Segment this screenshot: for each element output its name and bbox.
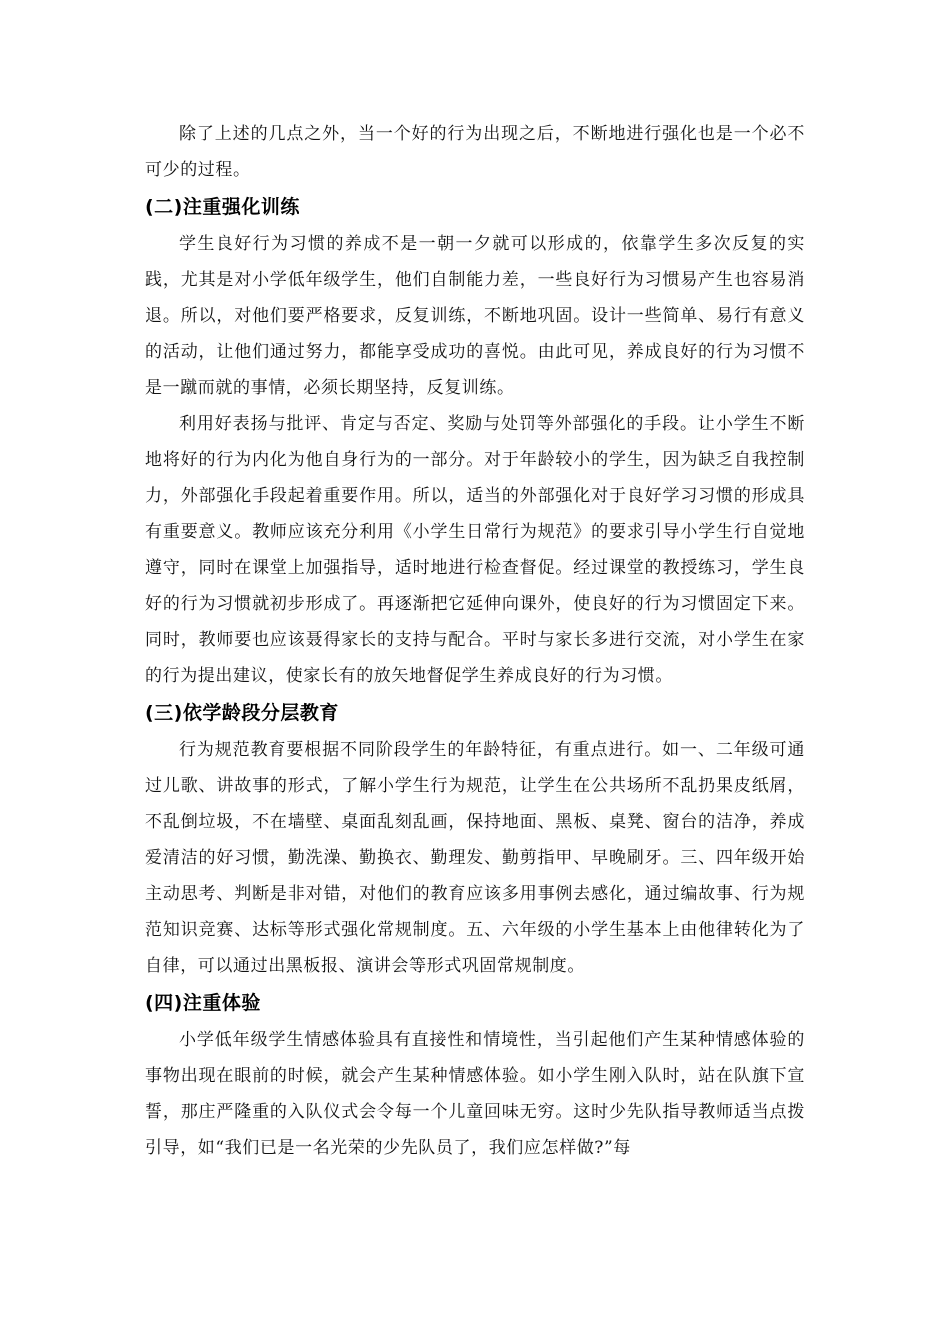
section-heading-2: (二)注重强化训练 [145,196,300,218]
paragraph-experience: 小学低年级学生情感体验具有直接性和情境性，当引起他们产生某种情感体验的事物出现在眼前的时候，就会产生某种情感体验。如小学生刚入队时，站在队旗下宣誓，那庄严隆重的入队仪式会令每一个儿童回味无穷。这时少先队指导教师适当点拨引导，如“我们已是一名光荣的少先队员了，我们应怎样做?”每 [145,1030,805,1158]
paragraph-external-reinforcement: 利用好表扬与批评、肯定与否定、奖励与处罚等外部强化的手段。让小学生不断地将好的行为内化为他自身行为的一部分。对于年龄较小的学生，因为缺乏自我控制力，外部强化手段起着重要作用。所以，适当的外部强化对于良好学习习惯的形成具有重要意义。教师应该充分利用《小学生日常行为规范》的要求引导小学生行自觉地遵守，同时在课堂上加强指导，适时地进行检查督促。经过课堂的教授练习，学生良好的行为习惯就初步形成了。再逐渐把它延伸向课外，使良好的行为习惯固定下来。同时，教师要也应该聂得家长的支持与配合。平时与家长多进行交流，对小学生在家的行为提出建议，使家长有的放矢地督促学生养成良好的行为习惯。 [145,414,805,686]
section-heading-3: (三)依学龄段分层教育 [145,702,339,724]
paragraph-age-groups: 行为规范教育要根据不同阶段学生的年龄特征，有重点进行。如一、二年级可通过儿歌、讲故事的形式，了解小学生行为规范，让学生在公共场所不乱扔果皮纸屑，不乱倒垃圾，不在墙壁、桌面乱刻乱画，保持地面、黑板、桌凳、窗台的洁净，养成爱清洁的好习惯，勤洗澡、勤换衣、勤理发、勤剪指甲、早晚刷牙。三、四年级开始主动思考、判断是非对错，对他们的教育应该多用事例去感化，通过编故事、行为规范知识竞赛、达标等形式强化常规制度。五、六年级的小学生基本上由他律转化为了自律，可以通过出黑板报、演讲会等形式巩固常规制度。 [145,740,805,976]
paragraph-reinforcement-intro: 除了上述的几点之外，当一个好的行为出现之后，不断地进行强化也是一个必不可少的过程。 [145,124,805,180]
paragraph-training: 学生良好行为习惯的养成不是一朝一夕就可以形成的，依靠学生多次反复的实践，尤其是对小学低年级学生，他们自制能力差，一些良好行为习惯易产生也容易消退。所以，对他们要严格要求，反复训练，不断地巩固。设计一些简单、易行有意义的活动，让他们通过努力，都能享受成功的喜悦。由此可见，养成良好的行为习惯不是一蹴而就的事情，必须长期坚持，反复训练。 [145,234,805,398]
document-body [145,116,805,1166]
section-heading-4: (四)注重体验 [145,992,261,1014]
